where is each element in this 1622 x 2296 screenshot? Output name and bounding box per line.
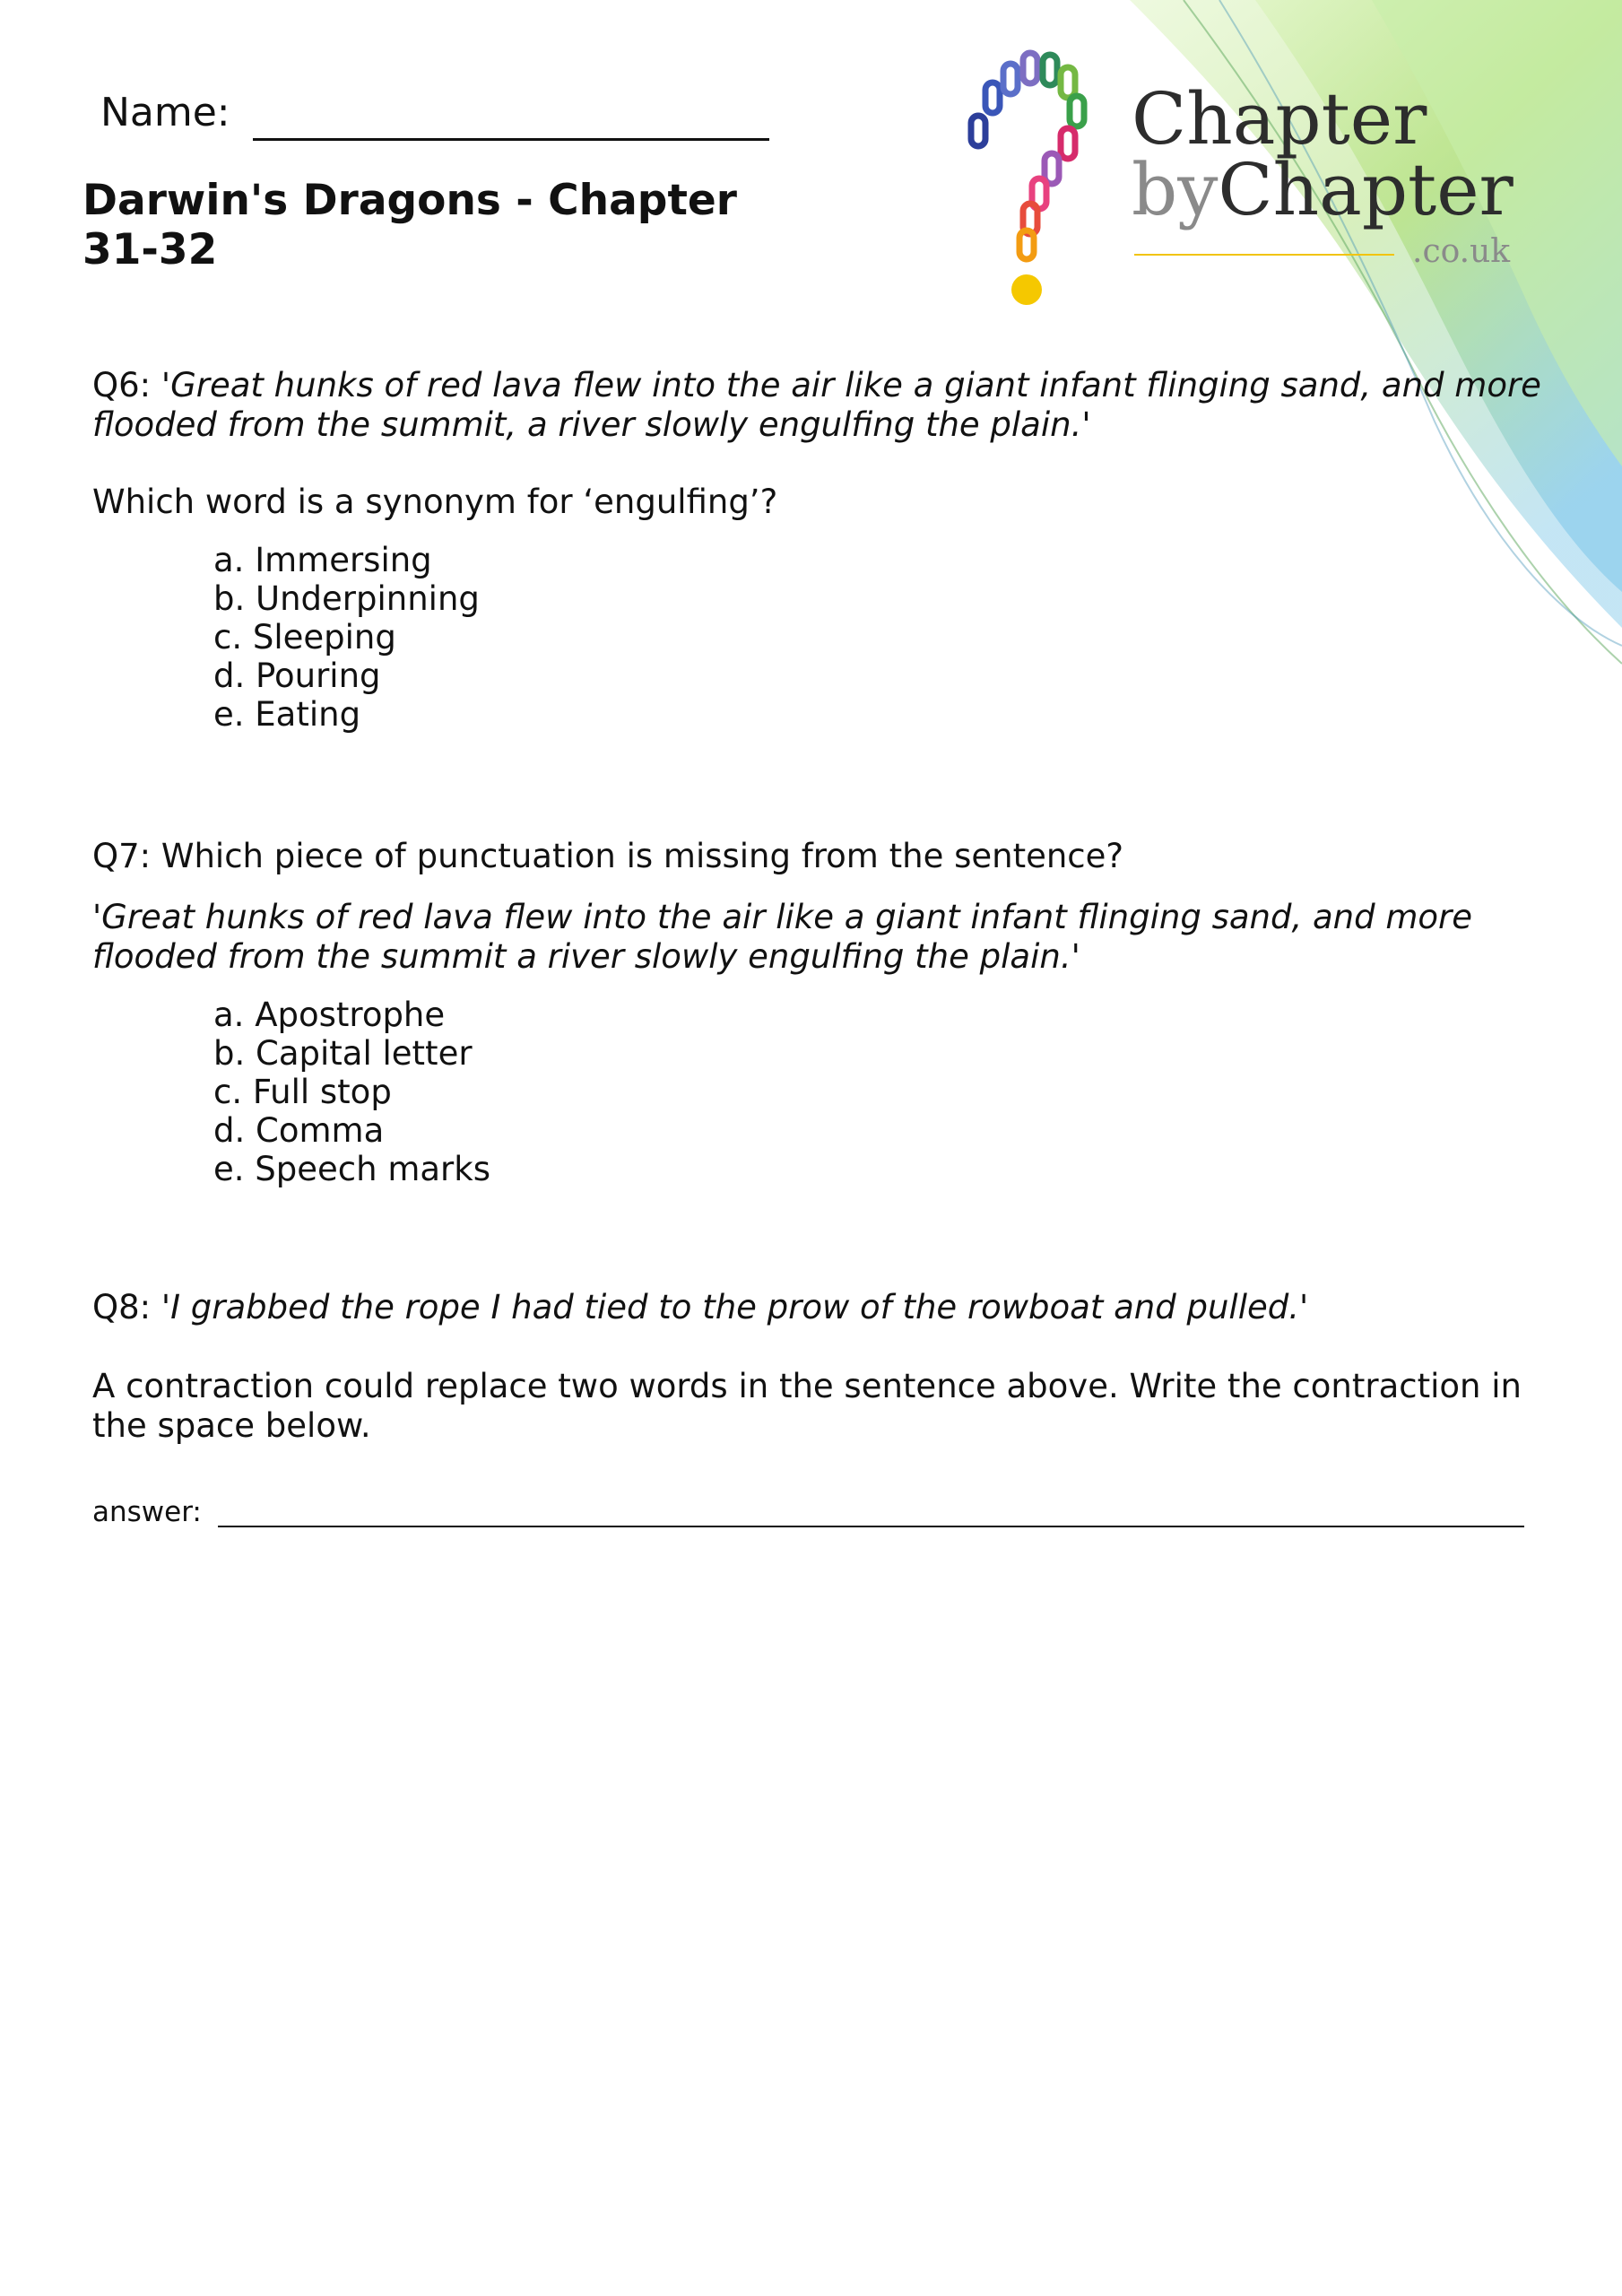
q6-option-e[interactable]: e. Eating — [213, 695, 361, 734]
logo-word-by: by — [1132, 148, 1219, 231]
worksheet-title: Darwin's Dragons - Chapter 31-32 — [82, 176, 737, 274]
logo-domain-suffix: .co.uk — [1412, 233, 1511, 270]
q7-quote: 'Great hunks of red lava flew into the air like a giant infant flinging sand, and more flooded from the summit a river slowly engulfing the plain.' — [92, 898, 1473, 976]
q7-options — [213, 996, 490, 1188]
q7-option-b[interactable]: b. Capital letter — [213, 1034, 473, 1073]
name-answer-line[interactable] — [253, 138, 769, 141]
q7-option-a[interactable]: a. Apostrophe — [213, 996, 446, 1034]
logo-wordmark — [1132, 77, 1514, 231]
logo-word-chapter: Chapter — [1132, 77, 1427, 161]
q6-prompt: Which word is a synonym for ‘engulfing’? — [92, 483, 778, 521]
q8-number: Q8: — [92, 1288, 152, 1326]
logo-word-chapter-2: Chapter — [1218, 148, 1514, 231]
q8-prompt: A contraction could replace two words in the sentence above. Write the contraction in the space below. — [92, 1367, 1522, 1445]
q6-option-d[interactable]: d. Pouring — [213, 657, 381, 695]
q7-option-c[interactable]: c. Full stop — [213, 1073, 392, 1111]
q7-prompt: Q7: Which piece of punctuation is missing from the sentence? — [92, 837, 1124, 875]
q6-options — [213, 541, 480, 734]
q6-option-b[interactable]: b. Underpinning — [213, 579, 480, 618]
logo-word-bychapter — [1132, 148, 1514, 231]
q8-quote: 'I grabbed the rope I had tied to the prow of the rowboat and pulled.' — [160, 1288, 1309, 1326]
book-question-mark-logo-icon — [964, 49, 1107, 309]
name-label: Name: — [100, 90, 230, 135]
q6-quote: 'Great hunks of red lava flew into the air like a giant infant flinging sand, and more flooded from the summit, a river slowly engulfing the plain.' — [92, 366, 1541, 444]
q8-question — [92, 1288, 1545, 1327]
q7-option-e[interactable]: e. Speech marks — [213, 1150, 490, 1188]
answer-line[interactable] — [218, 1526, 1524, 1527]
q6-option-a[interactable]: a. Immersing — [213, 541, 432, 579]
q7-option-d[interactable]: d. Comma — [213, 1111, 385, 1150]
q6-question — [92, 366, 1545, 445]
answer-label: answer: — [92, 1496, 202, 1528]
logo-underline — [1134, 254, 1394, 256]
q6-option-c[interactable]: c. Sleeping — [213, 618, 396, 657]
q6-number: Q6: — [92, 366, 152, 404]
